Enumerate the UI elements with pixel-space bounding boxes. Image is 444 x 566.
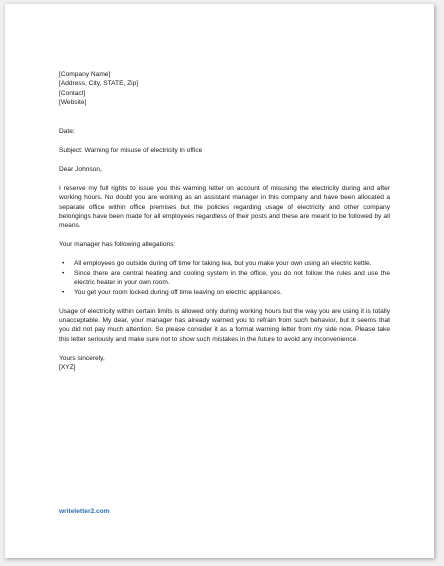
company-name: [Company Name] <box>59 71 111 78</box>
intro-paragraph: I reserve my full rights to issue you this warning letter on account of misusing the electricity during and after working hours. No doubt you are working as an assistant manager in this company and have been allocated a separate office within office premises but the policies regarding usage of electricity and other company belongings have been made for all employees regardless of their posts and these are meant to be followed by all means. <box>59 184 390 230</box>
letter-body <box>59 70 390 373</box>
date-line: Date: <box>59 127 75 135</box>
salutation: Dear Johnson, <box>59 165 102 173</box>
allegations-intro: Your manager has following allegations: <box>59 241 176 249</box>
bullet-icon: • <box>62 288 65 296</box>
list-item <box>59 259 390 268</box>
allegations-list <box>59 259 390 297</box>
bullet-icon: • <box>62 269 65 277</box>
allegation-text: All employees go outside during off time for taking tea, but you make your own using an electric kettle. <box>74 260 372 268</box>
company-website: [Website] <box>59 99 87 107</box>
company-contact: [Contact] <box>59 89 86 97</box>
closing: Yours sincerely, <box>59 354 105 362</box>
allegation-text: You get your room locked during off time leaving on electric appliances. <box>74 288 282 296</box>
list-item <box>59 288 390 297</box>
letter-page <box>5 4 434 558</box>
allegation-text: Since there are central heating and cooling system in the office, you do not follow the rules and use the electric heater in your own room. <box>74 269 390 287</box>
warning-paragraph: Usage of electricity within certain limits is allowed only during working hours but the way you are using it is totally unacceptable. My dear, your manager has already warned you to refrain from such behavior, but it seems that you did not pay much attention. So please consider it as a formal warning letter from my side now. Please take this letter seriously and make sure not to show such mistakes in the future to avoid any inconvenience. <box>59 307 390 343</box>
list-item <box>59 269 390 288</box>
sender-address-block <box>59 70 390 108</box>
footer-website-link[interactable]: writeletter2.com <box>59 508 110 515</box>
signature: [XYZ] <box>59 364 76 372</box>
company-address: [Address, City, STATE, Zip] <box>59 80 139 88</box>
subject-line: Subject: Warning for misuse of electricity in office <box>59 146 203 154</box>
bullet-icon: • <box>62 260 65 268</box>
